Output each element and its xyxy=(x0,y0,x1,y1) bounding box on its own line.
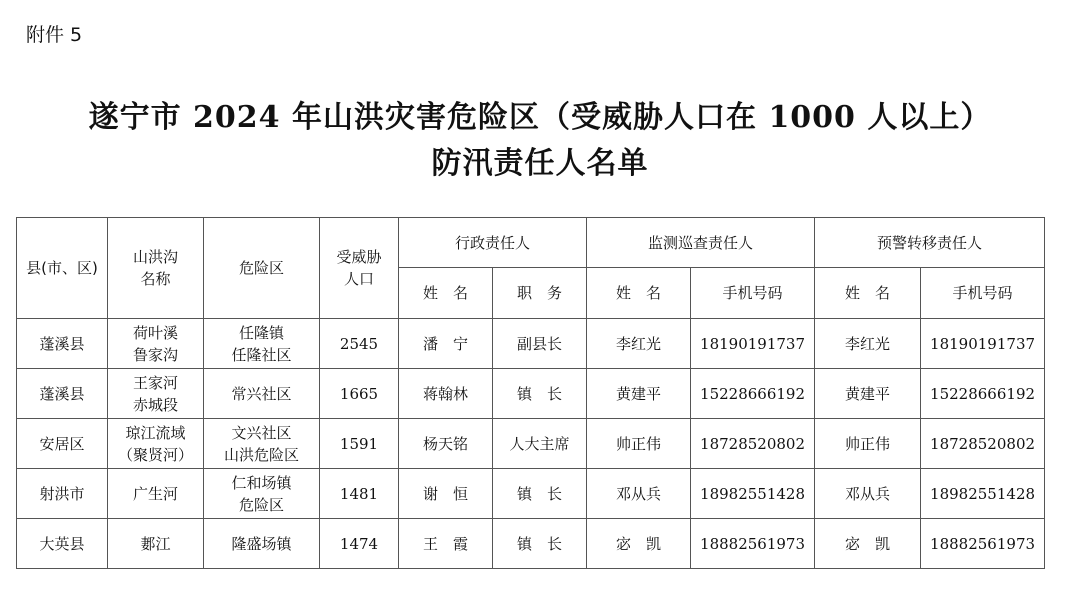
header-monitor-group: 监测巡查责任人 xyxy=(587,218,815,268)
cell-gully: 广生河 xyxy=(108,469,204,519)
cell-monitor-name: 李红光 xyxy=(587,319,691,369)
cell-warning-phone: 15228666192 xyxy=(921,369,1045,419)
cell-warning-phone: 18982551428 xyxy=(921,469,1045,519)
header-warning-name: 姓 名 xyxy=(815,268,921,319)
header-warning-group: 预警转移责任人 xyxy=(815,218,1045,268)
cell-monitor-phone: 18982551428 xyxy=(691,469,815,519)
cell-zone: 文兴社区 山洪危险区 xyxy=(204,419,320,469)
cell-admin-name: 潘 宁 xyxy=(399,319,493,369)
attachment-label: 附件 5 xyxy=(26,24,83,46)
cell-gully: 郪江 xyxy=(108,519,204,569)
header-zone: 危险区 xyxy=(204,218,320,319)
cell-warning-name: 邓从兵 xyxy=(815,469,921,519)
cell-county: 安居区 xyxy=(17,419,108,469)
document-title: 遂宁市 2024 年山洪灾害危险区（受威胁人口在 1000 人以上） xyxy=(88,100,992,135)
header-monitor-name: 姓 名 xyxy=(587,268,691,319)
table-row xyxy=(17,419,1045,469)
cell-admin-name: 杨天铭 xyxy=(399,419,493,469)
cell-zone: 仁和场镇 危险区 xyxy=(204,469,320,519)
cell-monitor-name: 邓从兵 xyxy=(587,469,691,519)
cell-admin-position: 镇 长 xyxy=(493,469,587,519)
cell-warning-name: 帅正伟 xyxy=(815,419,921,469)
cell-zone: 隆盛场镇 xyxy=(204,519,320,569)
cell-population: 1591 xyxy=(320,419,399,469)
table-row xyxy=(17,519,1045,569)
cell-warning-phone: 18190191737 xyxy=(921,319,1045,369)
cell-monitor-name: 宓 凯 xyxy=(587,519,691,569)
table-row xyxy=(17,369,1045,419)
header-gully: 山洪沟 名称 xyxy=(108,218,204,319)
cell-warning-phone: 18882561973 xyxy=(921,519,1045,569)
header-county: 县(市、区) xyxy=(17,218,108,319)
cell-admin-name: 王 霞 xyxy=(399,519,493,569)
cell-admin-position: 镇 长 xyxy=(493,519,587,569)
cell-admin-position: 副县长 xyxy=(493,319,587,369)
table-row xyxy=(17,319,1045,369)
cell-warning-name: 李红光 xyxy=(815,319,921,369)
cell-county: 大英县 xyxy=(17,519,108,569)
cell-monitor-phone: 18882561973 xyxy=(691,519,815,569)
cell-gully: 琼江流域 （聚贤河） xyxy=(108,419,204,469)
cell-admin-name: 蒋翰林 xyxy=(399,369,493,419)
cell-county: 射洪市 xyxy=(17,469,108,519)
header-admin-name: 姓 名 xyxy=(399,268,493,319)
cell-population: 1474 xyxy=(320,519,399,569)
cell-monitor-phone: 15228666192 xyxy=(691,369,815,419)
cell-population: 1665 xyxy=(320,369,399,419)
cell-population: 2545 xyxy=(320,319,399,369)
cell-county: 蓬溪县 xyxy=(17,319,108,369)
cell-monitor-name: 黄建平 xyxy=(587,369,691,419)
cell-gully: 荷叶溪 鲁家沟 xyxy=(108,319,204,369)
cell-gully: 王家河 赤城段 xyxy=(108,369,204,419)
cell-warning-phone: 18728520802 xyxy=(921,419,1045,469)
header-population: 受威胁 人口 xyxy=(320,218,399,319)
document-subtitle: 防汛责任人名单 xyxy=(431,146,649,181)
cell-county: 蓬溪县 xyxy=(17,369,108,419)
cell-monitor-phone: 18190191737 xyxy=(691,319,815,369)
header-warning-phone: 手机号码 xyxy=(921,268,1045,319)
cell-admin-name: 谢 恒 xyxy=(399,469,493,519)
header-admin-position: 职 务 xyxy=(493,268,587,319)
cell-admin-position: 镇 长 xyxy=(493,369,587,419)
cell-zone: 任隆镇 任隆社区 xyxy=(204,319,320,369)
cell-warning-name: 宓 凯 xyxy=(815,519,921,569)
cell-monitor-phone: 18728520802 xyxy=(691,419,815,469)
cell-warning-name: 黄建平 xyxy=(815,369,921,419)
cell-admin-position: 人大主席 xyxy=(493,419,587,469)
cell-monitor-name: 帅正伟 xyxy=(587,419,691,469)
cell-zone: 常兴社区 xyxy=(204,369,320,419)
table-row xyxy=(17,469,1045,519)
cell-population: 1481 xyxy=(320,469,399,519)
header-admin-group: 行政责任人 xyxy=(399,218,587,268)
responsibility-table xyxy=(16,217,1045,569)
header-monitor-phone: 手机号码 xyxy=(691,268,815,319)
